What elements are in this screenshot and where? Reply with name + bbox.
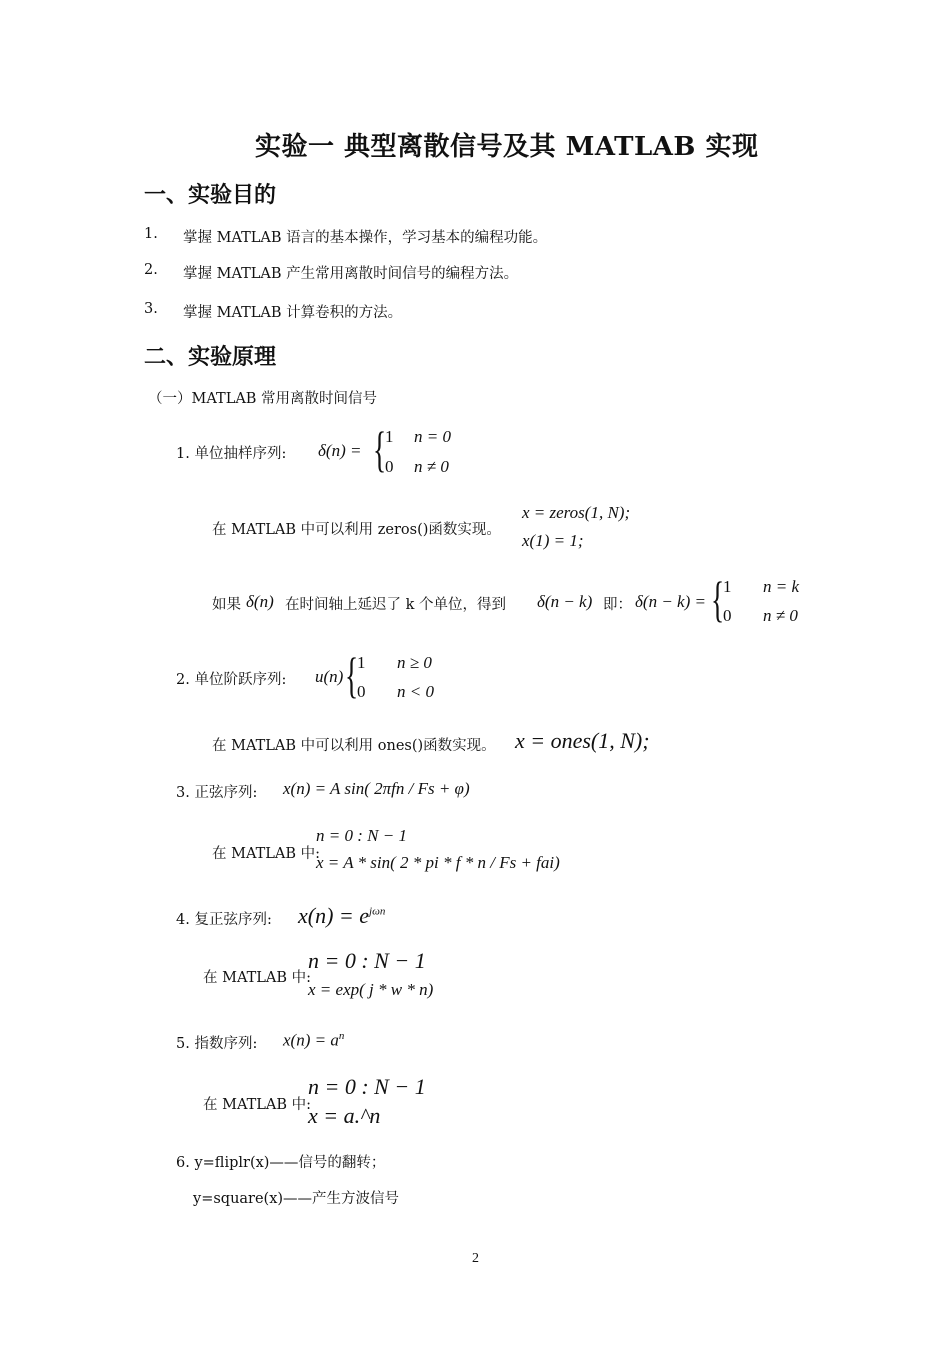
impulse-label: 1. 单位抽样序列: bbox=[176, 446, 287, 462]
item-number: 3. bbox=[144, 301, 158, 317]
case-condition: n = 0 bbox=[414, 427, 451, 446]
objective-item bbox=[144, 301, 158, 317]
code-line: x = exp( j * w * n) bbox=[308, 980, 434, 999]
expr-exponent: jωn bbox=[369, 905, 386, 918]
code-line: x = ones(1, N); bbox=[515, 728, 650, 753]
expr-exponent: n bbox=[338, 1030, 345, 1042]
code-line: x(1) = 1; bbox=[522, 531, 584, 550]
square-line: y=square(x)——产生方波信号 bbox=[193, 1191, 400, 1207]
shift-expr: δ(n − k) bbox=[537, 592, 593, 611]
brace-glyph: { bbox=[373, 421, 387, 477]
item-number: 2. bbox=[144, 262, 158, 278]
section-heading-objectives: 一、实验目的 bbox=[144, 183, 277, 208]
case-condition: n ≠ 0 bbox=[414, 457, 449, 476]
case-condition: n < 0 bbox=[397, 682, 434, 701]
objective-item bbox=[144, 226, 158, 242]
case-value: 0 bbox=[385, 457, 394, 476]
case-value: 0 bbox=[357, 682, 366, 701]
shift-ji: 即： bbox=[603, 597, 632, 613]
item-number: 1. bbox=[144, 226, 158, 242]
step-label: 2. 单位阶跃序列: bbox=[176, 672, 287, 688]
shift-text: 在时间轴上延迟了 k 个单位，得到 bbox=[285, 597, 507, 613]
code-line: x = A * sin( 2 * pi * f * n / Fs + fai) bbox=[316, 853, 560, 872]
subsection-heading: （一）MATLAB 常用离散时间信号 bbox=[148, 391, 378, 407]
complex-sine-expr bbox=[298, 903, 385, 929]
shift-prefix: 如果 bbox=[212, 597, 241, 613]
sine-label: 3. 正弦序列: bbox=[176, 785, 258, 801]
brace-glyph: { bbox=[345, 647, 359, 703]
shift-lhs: δ(n − k) = bbox=[635, 592, 706, 611]
code-line: n = 0 : N − 1 bbox=[308, 1074, 426, 1099]
case-value: 1 bbox=[357, 653, 366, 672]
page-title: 实验一 典型离散信号及其 MATLAB 实现 bbox=[255, 132, 759, 162]
exp-impl-text: 在 MATLAB 中: bbox=[203, 1097, 312, 1113]
case-value: 0 bbox=[723, 606, 732, 625]
complex-sine-label: 4. 复正弦序列: bbox=[176, 912, 272, 928]
case-value: 1 bbox=[385, 427, 394, 446]
case-condition: n = k bbox=[763, 577, 800, 596]
page-number: 2 bbox=[472, 1251, 479, 1266]
case-condition: n ≥ 0 bbox=[397, 653, 432, 672]
objective-item bbox=[144, 262, 158, 278]
expr-base: x(n) = a bbox=[283, 1030, 339, 1050]
impulse-impl-text: 在 MATLAB 中可以利用 zeros()函数实现。 bbox=[212, 522, 501, 538]
code-line: n = 0 : N − 1 bbox=[308, 948, 426, 973]
section-heading-principle: 二、实验原理 bbox=[144, 345, 277, 370]
case-value: 1 bbox=[723, 577, 732, 596]
objective-text: 掌握 MATLAB 产生常用离散时间信号的编程方法。 bbox=[183, 266, 519, 282]
shift-expr: δ(n) bbox=[246, 592, 274, 611]
objective-text: 掌握 MATLAB 语言的基本操作，学习基本的编程功能。 bbox=[183, 230, 548, 246]
step-impl-text: 在 MATLAB 中可以利用 ones()函数实现。 bbox=[212, 738, 496, 754]
exp-label: 5. 指数序列: bbox=[176, 1036, 258, 1052]
sine-impl-text: 在 MATLAB 中: bbox=[212, 846, 321, 862]
objective-text: 掌握 MATLAB 计算卷积的方法。 bbox=[183, 305, 403, 321]
fliplr-line: 6. y=fliplr(x)——信号的翻转； bbox=[176, 1155, 386, 1171]
brace-glyph: { bbox=[711, 571, 725, 627]
expr-base: x(n) = e bbox=[298, 903, 370, 928]
case-condition: n ≠ 0 bbox=[763, 606, 798, 625]
code-line: x = zeros(1, N); bbox=[522, 503, 631, 522]
step-lhs: u(n) bbox=[315, 667, 344, 686]
exp-expr bbox=[283, 1030, 344, 1051]
sine-expr: x(n) = A sin( 2πfn / Fs + φ) bbox=[283, 779, 470, 798]
code-line: x = a.^n bbox=[308, 1103, 381, 1128]
complex-sine-impl-text: 在 MATLAB 中: bbox=[203, 970, 312, 986]
impulse-lhs: δ(n) = bbox=[318, 441, 362, 460]
code-line: n = 0 : N − 1 bbox=[316, 826, 407, 845]
